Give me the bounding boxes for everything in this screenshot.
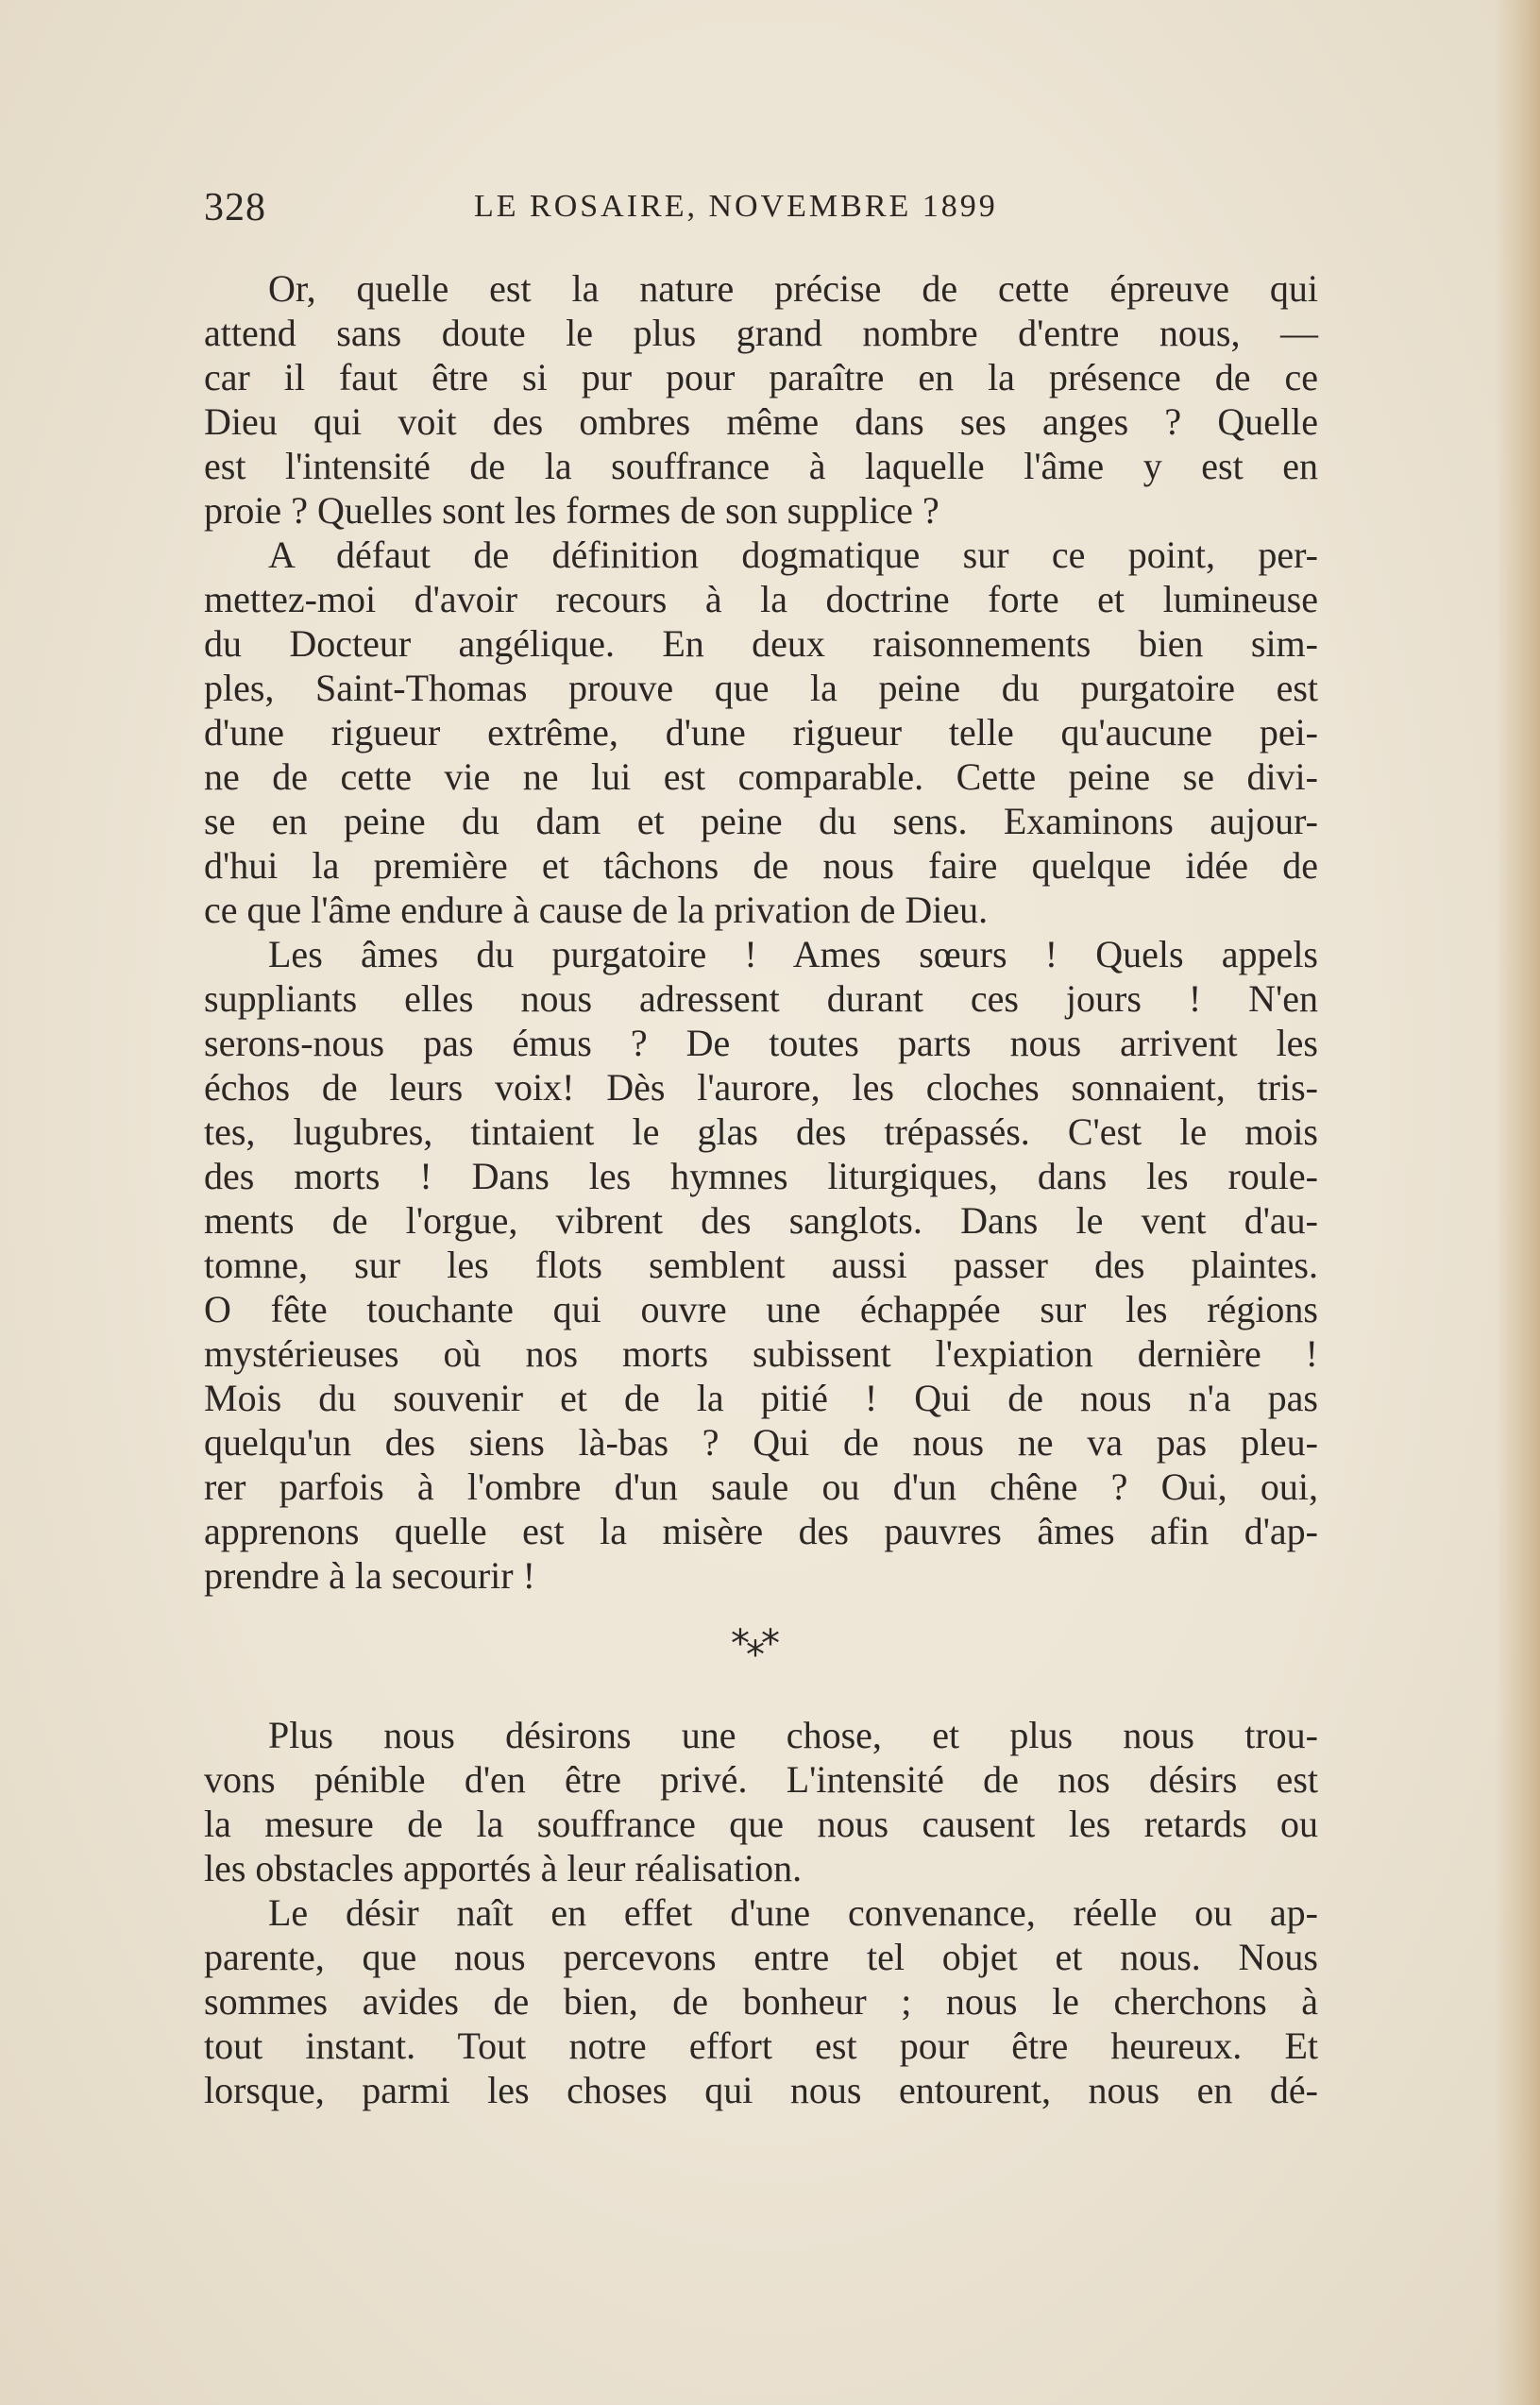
running-title: LE ROSAIRE, NOVEMBRE 1899 xyxy=(474,189,998,224)
text-line: Or, quelle est la nature précise de cette épreuve qui xyxy=(268,267,1318,310)
text-line: parente, que nous percevons entre tel objet et nous. Nous xyxy=(204,1936,1318,1978)
text-line: Dieu qui voit des ombres même dans ses anges ? Quelle xyxy=(204,400,1318,443)
text-line: mystérieuses où nos morts subissent l'expiation dernière ! xyxy=(204,1332,1318,1375)
text-line: A défaut de définition dogmatique sur ce point, per- xyxy=(268,534,1318,576)
asterisk-right: * xyxy=(761,1622,780,1666)
text-line: serons-nous pas émus ? De toutes parts nous arrivent les xyxy=(204,1022,1318,1064)
text-line: quelqu'un des siens là-bas ? Qui de nous ne va pas pleu- xyxy=(204,1421,1318,1464)
text-block-1 xyxy=(204,266,1318,1598)
text-line: la mesure de la souffrance que nous causent les retards ou xyxy=(204,1803,1318,1845)
text-line: Le désir naît en effet d'une convenance, réelle ou ap- xyxy=(268,1891,1318,1934)
text-line: ne de cette vie ne lui est comparable. Cette peine se divi- xyxy=(204,755,1318,798)
page-header xyxy=(204,185,1318,242)
text-line: ce que l'âme endure à cause de la privation de Dieu. xyxy=(204,889,989,931)
text-line: du Docteur angélique. En deux raisonnements bien sim- xyxy=(204,622,1318,665)
asterisk-left: * xyxy=(731,1622,750,1666)
text-line: tomne, sur les flots semblent aussi passer des plaintes. xyxy=(204,1244,1318,1286)
section-ornament xyxy=(699,1622,812,1679)
text-line: les obstacles apportés à leur réalisation. xyxy=(204,1847,803,1889)
text-line: Les âmes du purgatoire ! Ames sœurs ! Quels appels xyxy=(268,933,1318,975)
text-line: O fête touchante qui ouvre une échappée sur les régions xyxy=(204,1288,1318,1330)
text-line: Mois du souvenir et de la pitié ! Qui de nous n'a pas xyxy=(204,1377,1318,1419)
text-line: mettez-moi d'avoir recours à la doctrine forte et lumineuse xyxy=(204,578,1318,620)
text-line: suppliants elles nous adressent durant ces jours ! N'en xyxy=(204,977,1318,1020)
text-line: prendre à la secourir ! xyxy=(204,1554,535,1597)
text-line: d'une rigueur extrême, d'une rigueur telle qu'aucune pei- xyxy=(204,711,1318,754)
asterisk-middle: * xyxy=(746,1634,765,1677)
text-line: sommes avides de bien, de bonheur ; nous le cherchons à xyxy=(204,1980,1318,2023)
page-number: 328 xyxy=(204,186,266,229)
text-line: tout instant. Tout notre effort est pour être heureux. Et xyxy=(204,2024,1318,2067)
text-block-2 xyxy=(204,1713,1318,2112)
text-line: car il faut être si pur pour paraître en la présence de ce xyxy=(204,356,1318,398)
page-edge-shading xyxy=(1495,0,1540,2405)
text-line: lorsque, parmi les choses qui nous entourent, nous en dé- xyxy=(204,2069,1318,2111)
text-line: échos de leurs voix! Dès l'aurore, les cloches sonnaient, tris- xyxy=(204,1066,1318,1109)
text-line: vons pénible d'en être privé. L'intensité de nos désirs est xyxy=(204,1758,1318,1801)
text-line: rer parfois à l'ombre d'un saule ou d'un chêne ? Oui, oui, xyxy=(204,1465,1318,1508)
text-line: attend sans doute le plus grand nombre d'entre nous, — xyxy=(204,312,1318,354)
text-line: ments de l'orgue, vibrent des sanglots. Dans le vent d'au- xyxy=(204,1199,1318,1242)
text-line: est l'intensité de la souffrance à laquelle l'âme y est en xyxy=(204,445,1318,487)
text-line: proie ? Quelles sont les formes de son supplice ? xyxy=(204,489,939,532)
text-line: apprenons quelle est la misère des pauvres âmes afin d'ap- xyxy=(204,1510,1318,1552)
text-line: tes, lugubres, tintaient le glas des trépassés. C'est le mois xyxy=(204,1110,1318,1153)
text-line: Plus nous désirons une chose, et plus nous trou- xyxy=(268,1714,1318,1756)
text-line: se en peine du dam et peine du sens. Examinons aujour- xyxy=(204,800,1318,842)
text-line: d'hui la première et tâchons de nous faire quelque idée de xyxy=(204,844,1318,887)
text-line: ples, Saint-Thomas prouve que la peine du purgatoire est xyxy=(204,667,1318,709)
text-line: des morts ! Dans les hymnes liturgiques, dans les roule- xyxy=(204,1155,1318,1197)
